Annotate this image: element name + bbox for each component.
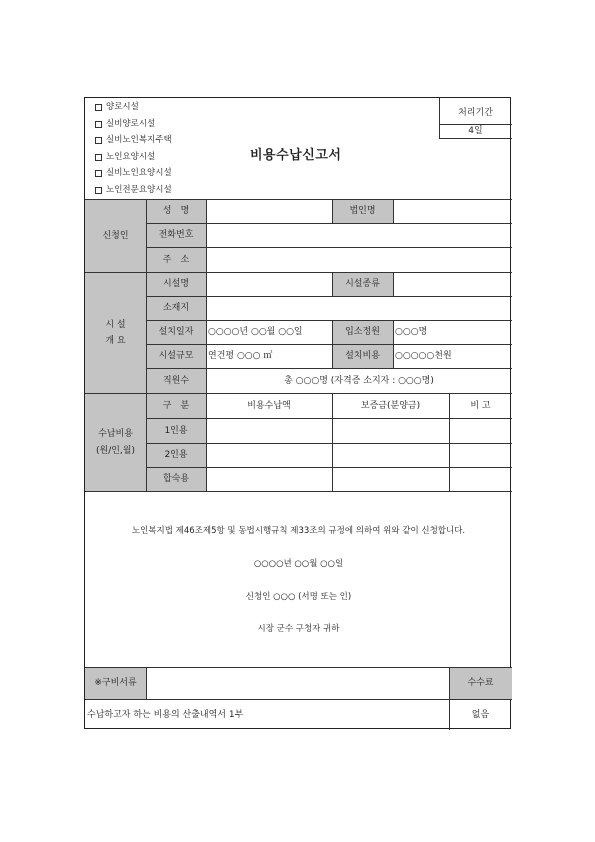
facility-name-label: 시설명 xyxy=(162,279,190,289)
declaration-statement: 노인복지법 제46조제5항 및 동법시행규칙 제33조의 규정에 의하여 위와 같이 신청합니다. xyxy=(131,526,466,536)
fees-amount-cells[interactable] xyxy=(207,419,331,490)
fees-amount-header: 비용수납액 xyxy=(247,400,291,411)
facility-type-label: 시설종류 xyxy=(345,279,380,289)
corporation-field[interactable] xyxy=(394,200,511,222)
corporation-label: 법인명 xyxy=(349,206,376,216)
location-field[interactable] xyxy=(207,297,511,319)
declaration-signer: 신청인 ○○○ (서명 또는 인) xyxy=(245,592,352,602)
fees-deposit-header: 보증금(분양금) xyxy=(360,400,421,411)
address-field[interactable] xyxy=(207,248,511,271)
checkbox-care-facility[interactable]: 노인요양시설 xyxy=(95,152,155,163)
checkbox-icon[interactable] xyxy=(95,154,102,161)
fee-label: 수수료 xyxy=(467,678,494,688)
fees-row-label: 1인용 xyxy=(164,425,188,436)
checkbox-low-cost-welfare-housing[interactable]: 실비노인복지주택 xyxy=(95,135,172,146)
name-field[interactable] xyxy=(207,200,331,222)
fee-declaration-form xyxy=(84,97,511,729)
form-title: 비용수납신고서 xyxy=(250,148,342,163)
phone-field[interactable] xyxy=(207,224,511,246)
facility-name-field[interactable] xyxy=(207,273,331,295)
checkbox-specialized-care-facility[interactable]: 노인전문요양시설 xyxy=(95,185,172,196)
checkbox-icon[interactable] xyxy=(95,104,102,111)
applicant-section-label: 신청인 xyxy=(102,230,129,241)
checkbox-icon[interactable] xyxy=(95,137,102,144)
install-cost-label: 설치비용 xyxy=(345,351,380,361)
staff-count-label: 직원수 xyxy=(162,375,190,386)
staff-count-value[interactable]: 총 ○○○명 (자격증 소지자 : ○○○명) xyxy=(284,375,434,386)
fees-row-label: 2인용 xyxy=(164,450,188,460)
checkbox-low-cost-nursing-home[interactable]: 실비양로시설 xyxy=(95,119,155,130)
name-label: 성 명 xyxy=(162,206,190,216)
checkbox-icon[interactable] xyxy=(95,187,102,194)
declaration-recipient: 시장 군수 구청자 귀하 xyxy=(257,624,340,634)
checkbox-icon[interactable] xyxy=(95,121,102,128)
location-label: 소재지 xyxy=(162,303,190,313)
checkbox-low-cost-care-facility[interactable]: 실비노인요양시설 xyxy=(95,168,172,179)
capacity-value[interactable]: ○○○명 xyxy=(395,327,428,337)
facility-scale-label: 시설규모 xyxy=(158,351,194,361)
fee-value: 없음 xyxy=(471,709,490,720)
install-date-label: 설치일자 xyxy=(158,327,194,337)
facility-section-label: 시 설 개 요 xyxy=(105,319,126,346)
address-label: 주 소 xyxy=(162,254,190,265)
install-cost-value[interactable]: ○○○○○천원 xyxy=(395,351,452,361)
required-document-item: 수납하고자 하는 비용의 산출내역서 1부 xyxy=(87,709,244,720)
capacity-label: 입소정원 xyxy=(345,327,380,337)
required-documents-label: ※구비서류 xyxy=(94,678,137,688)
processing-period-value: 4일 xyxy=(468,126,483,136)
facility-scale-value[interactable]: 연건평 ○○○ ㎡ xyxy=(208,351,273,361)
checkbox-nursing-home[interactable]: 양로시설 xyxy=(95,102,139,113)
fees-section-label: 수납비용 (원/인,월) xyxy=(96,428,135,456)
phone-label: 전화번호 xyxy=(158,230,194,240)
processing-period-label: 처리기간 xyxy=(458,108,493,118)
fees-note-header: 비 고 xyxy=(470,400,491,411)
declaration-date: ○○○○년 ○○월 ○○일 xyxy=(253,559,344,569)
fees-note-cells[interactable] xyxy=(450,419,511,490)
fees-row-label: 합숙용 xyxy=(162,474,190,484)
checkbox-icon[interactable] xyxy=(95,170,102,177)
install-date-value[interactable]: ○○○○년 ○○월 ○○일 xyxy=(208,327,303,337)
fees-category-header: 구 분 xyxy=(162,400,190,411)
facility-type-field[interactable] xyxy=(394,273,511,295)
fees-deposit-cells[interactable] xyxy=(333,419,448,490)
